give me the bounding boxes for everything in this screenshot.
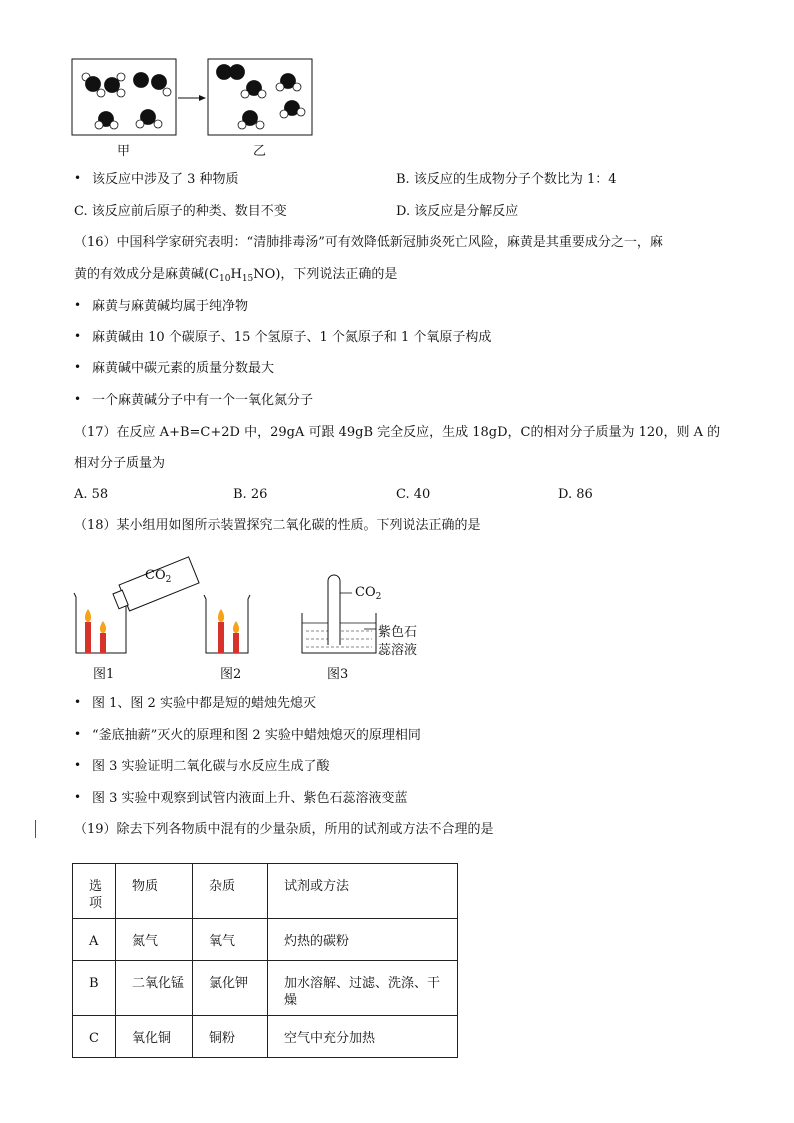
table-header-cell: 物质	[116, 864, 193, 919]
bullet-icon: •	[74, 392, 82, 406]
q15-option-b: B. 该反应的生成物分子个数比为 1：4	[396, 172, 617, 187]
q16-stem-line1: （16）中国科学家研究表明：“清肺排毒汤”可有效降低新冠肺炎死亡风险，麻黄是其重要成分之一，麻	[74, 235, 663, 250]
bullet-icon: •	[74, 360, 82, 374]
q17-stem-line2: 相对分子质量为	[74, 456, 166, 471]
table-cell: 二氧化锰	[116, 961, 193, 1016]
table-row	[73, 919, 458, 961]
table-header-cell: 选项	[73, 864, 116, 919]
table-header-row	[73, 864, 458, 919]
q15-option-d: D. 该反应是分解反应	[396, 204, 519, 219]
bullet-icon: •	[74, 171, 82, 185]
q15-option-c: C. 该反应前后原子的种类、数目不变	[74, 204, 287, 219]
co2-label-fig1: $CO_2$	[145, 568, 172, 585]
q18-option-a: 图 1、图 2 实验中都是短的蜡烛先熄灭	[92, 696, 316, 711]
bullet-icon: •	[74, 695, 82, 709]
bullet-icon: •	[74, 790, 82, 804]
table-cell: 氯化钾	[193, 961, 268, 1016]
molecule-reaction-figure	[66, 55, 336, 140]
table-cell: C	[73, 1016, 116, 1058]
q18-option-d: 图 3 实验中观察到试管内液面上升、紫色石蕊溶液变蓝	[92, 791, 408, 806]
q16-option-c: 麻黄碱中碳元素的质量分数最大	[92, 361, 275, 376]
table-cell: 空气中充分加热	[268, 1016, 458, 1058]
figure-label-yi: 乙	[253, 144, 267, 159]
table-cell: 铜粉	[193, 1016, 268, 1058]
co2-label-fig3: $CO_2$	[355, 585, 382, 602]
q18-option-c: 图 3 实验证明二氧化碳与水反应生成了酸	[92, 759, 330, 774]
q16-option-b: 麻黄碱由 10 个碳原子、15 个氢原子、1 个氮原子和 1 个氧原子构成	[92, 330, 492, 345]
q16-stem-line2: 黄的有效成分是麻黄碱$(C_{10}H_{15}NO)$，下列说法正确的是	[74, 267, 398, 284]
table-row	[73, 961, 458, 1016]
co2-experiment-figure	[66, 553, 386, 659]
table-header-cell: 杂质	[193, 864, 268, 919]
q15-option-a: 该反应中涉及了 3 种物质	[92, 172, 239, 187]
q16-option-a: 麻黄与麻黄碱均属于纯净物	[92, 299, 249, 314]
bullet-icon: •	[74, 329, 82, 343]
litmus-label: 紫色石 蕊溶液	[378, 625, 418, 658]
q17-option-a: A. 58	[74, 487, 109, 502]
q19-options-table	[72, 863, 458, 1058]
q19-stem: （19）除去下列各物质中混有的少量杂质，所用的试剂或方法不合理的是	[74, 822, 494, 837]
q18-option-b: “釜底抽薪”灭火的原理和图 2 实验中蜡烛熄灭的原理相同	[92, 728, 421, 743]
q17-option-b: B. 26	[233, 487, 268, 502]
table-cell: B	[73, 961, 116, 1016]
table-cell: A	[73, 919, 116, 961]
bullet-icon: •	[74, 298, 82, 312]
q16-option-d: 一个麻黄碱分子中有一个一氧化氮分子	[92, 393, 314, 408]
q17-stem-line1: （17）在反应 A+B=C+2D 中，29gA 可跟 49gB 完全反应，生成 18gD，C的相对分子质量为 120，则 A 的	[74, 425, 721, 440]
fig2-label: 图2	[220, 667, 242, 682]
table-cell: 氮气	[116, 919, 193, 961]
table-header-cell: 试剂或方法	[268, 864, 458, 919]
figure-label-jia: 甲	[117, 144, 131, 159]
table-cell: 氧气	[193, 919, 268, 961]
bullet-icon: •	[74, 727, 82, 741]
q18-stem: （18）某小组用如图所示装置探究二氧化碳的性质。下列说法正确的是	[74, 518, 481, 533]
fig1-label: 图1	[93, 667, 115, 682]
table-cell: 氧化铜	[116, 1016, 193, 1058]
table-cell: 灼热的碳粉	[268, 919, 458, 961]
table-row	[73, 1016, 458, 1058]
fig3-label: 图3	[327, 667, 349, 682]
bullet-icon: •	[74, 758, 82, 772]
q17-option-d: D. 86	[558, 487, 593, 502]
edit-marker	[35, 820, 36, 838]
table-cell: 加水溶解、过滤、洗涤、干燥	[268, 961, 458, 1016]
q17-option-c: C. 40	[396, 487, 431, 502]
